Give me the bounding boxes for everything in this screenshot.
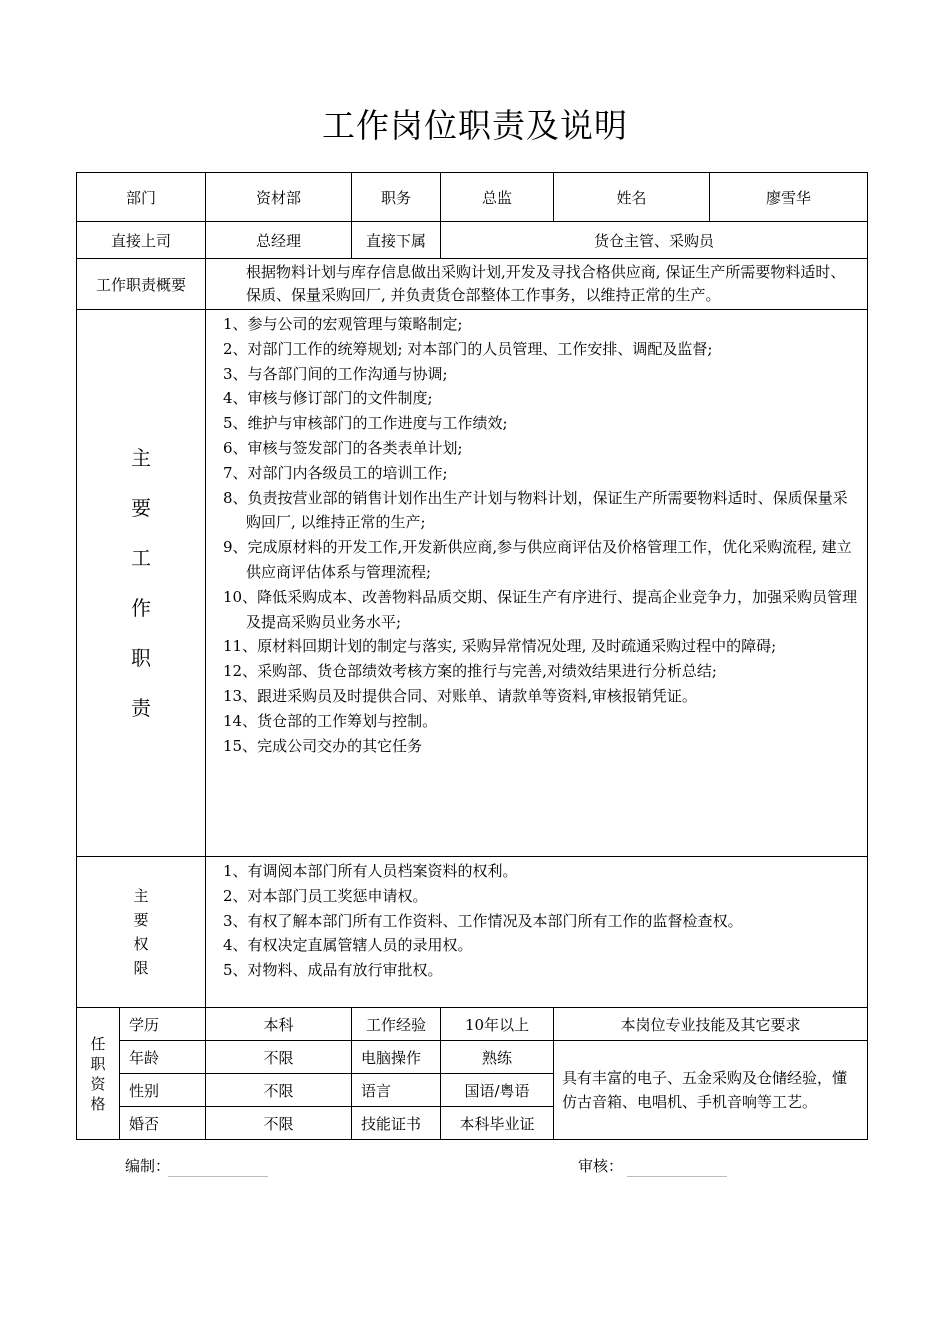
right-item: 2、对本部门员工奖惩申请权。 <box>223 886 428 905</box>
summary-label: 工作职责概要 <box>77 259 206 310</box>
dept-value: 资材部 <box>206 173 352 222</box>
duty-item: 12、采购部、货仓部绩效考核方案的推行与完善,对绩效结果进行分析总结; <box>223 662 717 681</box>
duty-item: 10、降低采购成本、改善物料品质交期、保证生产有序进行、提高企业竞争力，加强采购员管理及提高采购员业务水平; <box>223 587 858 631</box>
duty-item: 5、维护与审核部门的工作进度与工作绩效; <box>223 414 508 433</box>
right-item: 4、有权决定直属管辖人员的录用权。 <box>223 936 473 955</box>
age-label: 年龄 <box>120 1041 206 1074</box>
duty-item: 1、参与公司的宏观管理与策略制定; <box>223 315 463 333</box>
rights-label <box>77 857 206 1008</box>
qualification-label-char: 职 <box>90 1054 106 1073</box>
duty-item: 6、审核与签发部门的各类表单计划; <box>223 438 463 457</box>
qualification-row <box>77 1041 868 1074</box>
duty-item: 9、完成原材料的开发工作,开发新供应商,参与供应商评估及价格管理工作，优化采购流程, 建立供应商评估体系与管理流程; <box>223 538 852 581</box>
duty-item: 14、货仓部的工作筹划与控制。 <box>223 711 438 730</box>
computer-label: 电脑操作 <box>352 1041 441 1074</box>
duties-row <box>77 310 868 857</box>
experience-label: 工作经验 <box>352 1008 441 1041</box>
duty-item: 11、原材料回期计划的制定与落实, 采购异常情况处理, 及时疏通采购过程中的障碍; <box>223 637 777 656</box>
rights-list <box>206 857 868 1008</box>
header-row <box>77 173 868 222</box>
certificate-label: 技能证书 <box>352 1107 441 1140</box>
name-value: 廖雪华 <box>710 173 868 222</box>
summary-row <box>77 259 868 310</box>
reviewed-by-signature-line[interactable] <box>627 1176 727 1177</box>
reviewed-by-label: 审核： <box>578 1157 624 1175</box>
name-label: 姓名 <box>554 173 710 222</box>
duties-label-char: 要 <box>131 496 151 520</box>
summary-text: 根据物料计划与库存信息做出采购计划,开发及寻找合格供应商, 保证生产所需要物料适时、保质、保量采购回厂, 并负责货仓部整体工作事务，以维持正常的生产。 <box>206 259 868 310</box>
prepared-by-signature-line[interactable] <box>168 1176 268 1177</box>
subordinate-label: 直接下属 <box>352 222 441 259</box>
subordinate-value: 货仓主管、采购员 <box>441 222 868 259</box>
age-value: 不限 <box>206 1041 352 1074</box>
duties-label <box>77 310 206 857</box>
skills-header: 本岗位专业技能及其它要求 <box>554 1008 868 1041</box>
rights-label-char: 要 <box>133 911 149 929</box>
position-label: 职务 <box>352 173 441 222</box>
gender-value: 不限 <box>206 1074 352 1107</box>
dept-label: 部门 <box>77 173 206 222</box>
qualification-label-char: 任 <box>90 1034 106 1053</box>
education-label: 学历 <box>120 1008 206 1041</box>
marital-value: 不限 <box>206 1107 352 1140</box>
job-description-table <box>76 172 868 1140</box>
duty-item: 13、跟进采购员及时提供合同、对账单、请款单等资料,审核报销凭证。 <box>223 686 697 705</box>
duties-label-char: 作 <box>131 596 151 620</box>
duty-item: 3、与各部门间的工作沟通与协调; <box>223 364 448 383</box>
skills-text: 具有丰富的电子、五金采购及仓储经验，懂仿古音箱、电唱机、手机音响等工艺。 <box>554 1041 868 1140</box>
language-value: 国语/粤语 <box>441 1074 554 1107</box>
reporting-row <box>77 222 868 259</box>
language-label: 语言 <box>352 1074 441 1107</box>
rights-label-char: 限 <box>133 959 149 977</box>
marital-label: 婚否 <box>120 1107 206 1140</box>
duties-label-char: 工 <box>131 546 151 570</box>
duty-item: 4、审核与修订部门的文件制度; <box>223 389 433 408</box>
computer-value: 熟练 <box>441 1041 554 1074</box>
position-value: 总监 <box>441 173 554 222</box>
duties-list <box>206 310 868 857</box>
experience-value: 10年以上 <box>441 1008 554 1041</box>
duty-item: 7、对部门内各级员工的培训工作; <box>223 463 448 482</box>
duty-item: 2、对部门工作的统筹规划; 对本部门的人员管理、工作安排、调配及监督; <box>223 339 713 358</box>
qualification-row <box>77 1008 868 1041</box>
prepared-by-label: 编制： <box>125 1157 171 1175</box>
rights-row <box>77 857 868 1008</box>
education-value: 本科 <box>206 1008 352 1041</box>
qualification-label-char: 资 <box>90 1074 106 1093</box>
document-title: 工作岗位职责及说明 <box>322 106 628 145</box>
duties-label-char: 职 <box>131 646 151 670</box>
qualification-label-char: 格 <box>90 1094 106 1113</box>
duty-item: 8、负责按营业部的销售计划作出生产计划与物料计划，保证生产所需要物料适时、保质保量采购回厂, 以维持正常的生产; <box>223 488 848 532</box>
rights-label-char: 主 <box>133 887 149 905</box>
duties-label-char: 责 <box>131 696 151 720</box>
duty-item: 15、完成公司交办的其它任务 <box>223 736 423 755</box>
right-item: 5、对物料、成品有放行审批权。 <box>223 961 443 980</box>
gender-label: 性别 <box>120 1074 206 1107</box>
right-item: 1、有调阅本部门所有人员档案资料的权利。 <box>223 862 518 880</box>
superior-value: 总经理 <box>206 222 352 259</box>
duties-label-char: 主 <box>131 446 151 470</box>
qualification-label <box>77 1008 120 1140</box>
certificate-value: 本科毕业证 <box>441 1107 554 1140</box>
right-item: 3、有权了解本部门所有工作资料、工作情况及本部门所有工作的监督检查权。 <box>223 911 743 930</box>
rights-label-char: 权 <box>133 935 149 953</box>
superior-label: 直接上司 <box>77 222 206 259</box>
